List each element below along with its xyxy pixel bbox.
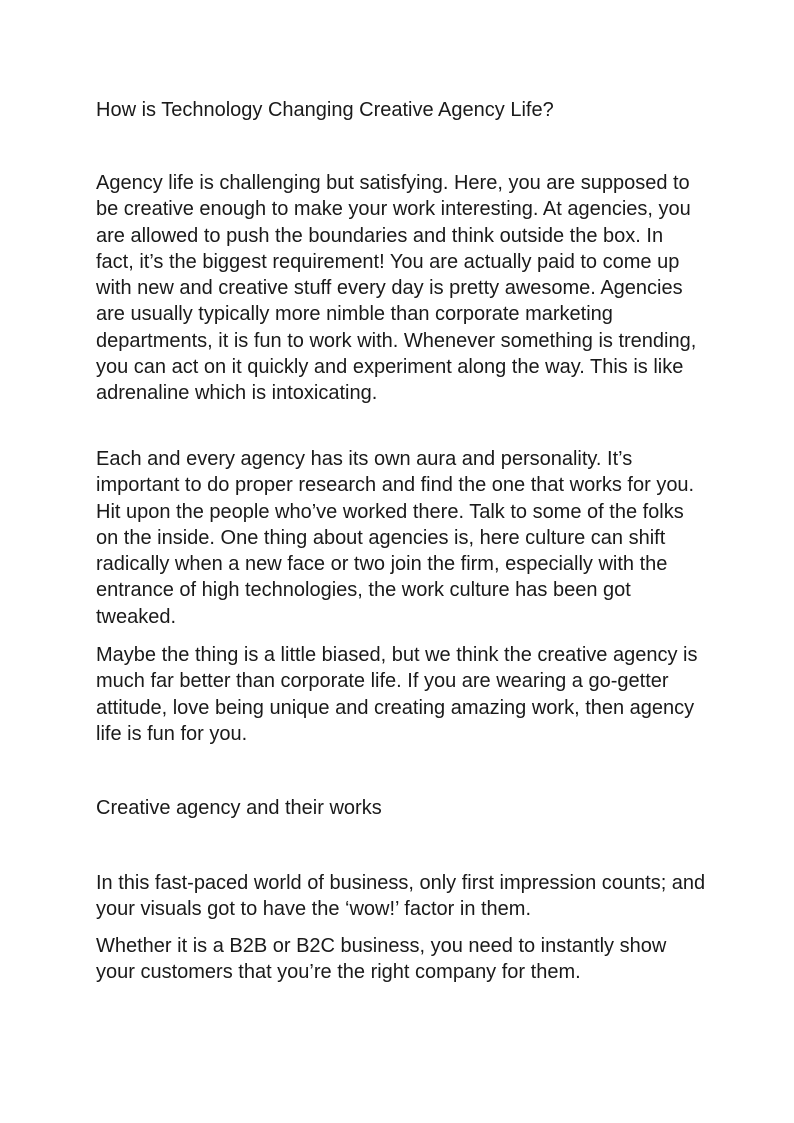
section-paragraph-1: In this fast-paced world of business, only first impression counts; and your visuals got to have the ‘wow!’ factor in them. [96,872,706,921]
section-heading: Creative agency and their works [96,797,382,819]
intro-paragraph-2: Each and every agency has its own aura and personality. It’s important to do proper research and find the one that works for you. Hit upon the people who’ve worked there. Talk to some of the folks on the inside. One thing about agencies is, here culture can shift radically when a new face or two join the firm, especially with the entrance of high technologies, the work culture has been got tweaked. [96,448,695,628]
document-title: How is Technology Changing Creative Agency Life? [96,99,554,121]
section-paragraph-2: Whether it is a B2B or B2C business, you need to instantly show your customers that you’re the right company for them. [96,935,667,984]
intro-paragraph-3: Maybe the thing is a little biased, but we think the creative agency is much far better than corporate life. If you are wearing a go-getter attitude, love being unique and creating amazing work, then agency life is fun for you. [96,644,698,745]
intro-paragraph-1: Agency life is challenging but satisfying. Here, you are supposed to be creative enough to make your work interesting. At agencies, you are allowed to push the boundaries and think outside the box. In fact, it’s the biggest requirement! You are actually paid to come up with new and creative stuff every day is pretty awesome. Agencies are usually typically more nimble than corporate marketing departments, it is fun to work with. Whenever something is trending, you can act on it quickly and experiment along the way. This is like adrenaline which is intoxicating. [96,172,697,405]
